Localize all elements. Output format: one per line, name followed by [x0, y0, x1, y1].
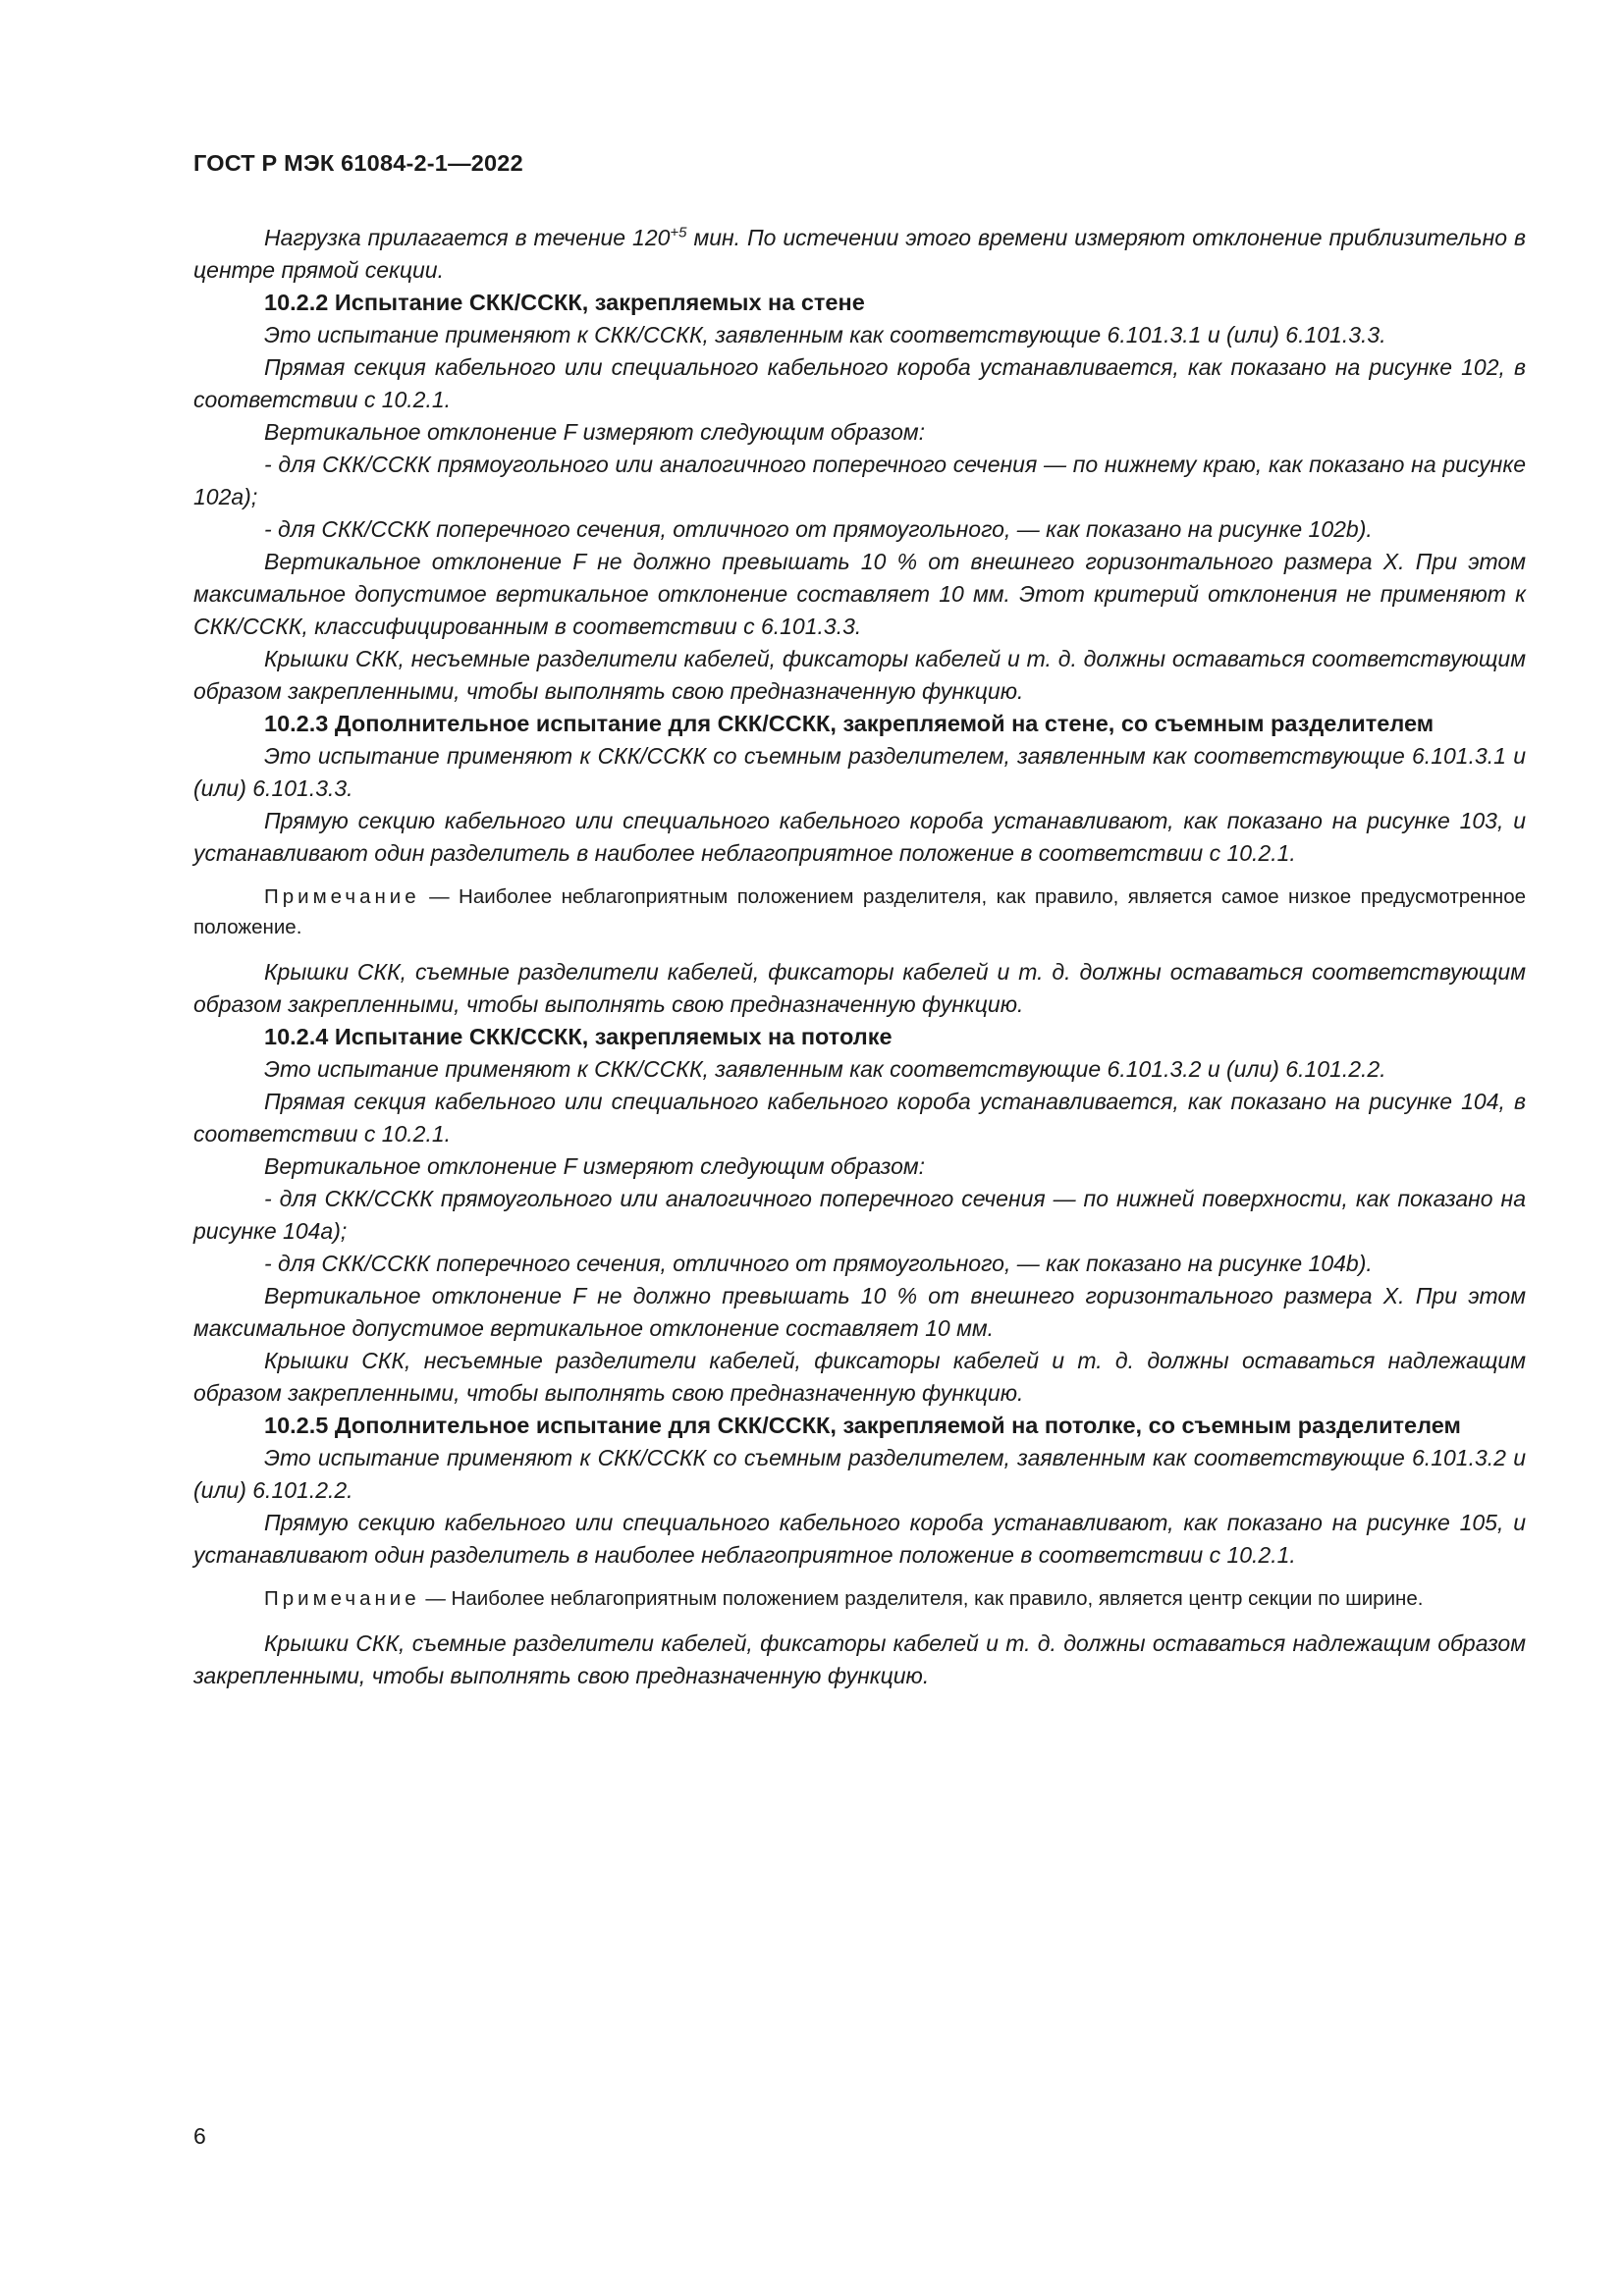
paragraph: Прямую секцию кабельного или специального кабельного короба устанавливают, как показано на рисунке 103, и устанавливают один разделитель в наиболее неблагоприятное положение в соответствии с 10.2.1. — [193, 808, 1526, 866]
list-item: - для СКК/ССКК поперечного сечения, отличного от прямоугольного, — как показано на рисунке 102b). — [264, 516, 1373, 542]
paragraph: Вертикальное отклонение F измеряют следующим образом: — [264, 1153, 926, 1179]
paragraph: Вертикальное отклонение F не должно превышать 10 % от внешнего горизонтального размера X. При этом максимальное допустимое вертикальное отклонение составляет 10 мм. — [193, 1283, 1526, 1341]
paragraph: Крышки СКК, съемные разделители кабелей, фиксаторы кабелей и т. д. должны оставаться соответствующим образом закрепленными, чтобы выполнять свою предназначенную функцию. — [193, 959, 1526, 1017]
paragraph: Прямая секция кабельного или специального кабельного короба устанавливается, как показано на рисунке 104, в соответствии с 10.2.1. — [193, 1089, 1526, 1147]
note-label: Примечание — [264, 885, 420, 908]
paragraph: Это испытание применяют к СКК/ССКК, заявленным как соответствующие 6.101.3.2 и (или) 6.101.2.2. — [264, 1056, 1386, 1082]
section-heading-10-2-2: 10.2.2 Испытание СКК/ССКК, закрепляемых на стене — [264, 290, 865, 315]
list-item: - для СКК/ССКК прямоугольного или аналогичного поперечного сечения — по нижней поверхности, как показано на рисунке 104a); — [193, 1186, 1526, 1244]
document-header: ГОСТ Р МЭК 61084-2-1—2022 — [193, 150, 523, 176]
paragraph: Крышки СКК, съемные разделители кабелей, фиксаторы кабелей и т. д. должны оставаться надлежащим образом закрепленными, чтобы выполнять свою предназначенную функцию. — [193, 1630, 1526, 1688]
note-text: — Наиболее неблагоприятным положением разделителя, как правило, является самое низкое предусмотренное положение. — [193, 885, 1526, 938]
page-number: 6 — [193, 2123, 206, 2149]
note — [193, 881, 1526, 942]
paragraph: Прямую секцию кабельного или специального кабельного короба устанавливают, как показано на рисунке 105, и устанавливают один разделитель в наиболее неблагоприятное положение в соответствии с 10.2.1. — [193, 1510, 1526, 1568]
superscript: +5 — [670, 224, 687, 241]
note — [193, 1583, 1526, 1614]
section-heading-10-2-5: 10.2.5 Дополнительное испытание для СКК/ССКК, закрепляемой на потолке, со съемным разделителем — [264, 1413, 1461, 1438]
paragraph: Крышки СКК, несъемные разделители кабелей, фиксаторы кабелей и т. д. должны оставаться соответствующим образом закрепленными, чтобы выполнять свою предназначенную функцию. — [193, 646, 1526, 704]
paragraph: Крышки СКК, несъемные разделители кабелей, фиксаторы кабелей и т. д. должны оставаться надлежащим образом закрепленными, чтобы выполнять свою предназначенную функцию. — [193, 1348, 1526, 1406]
list-item: - для СКК/ССКК поперечного сечения, отличного от прямоугольного, — как показано на рисунке 104b). — [264, 1251, 1373, 1276]
paragraph: Это испытание применяют к СКК/ССКК со съемным разделителем, заявленным как соответствующие 6.101.3.1 и (или) 6.101.3.3. — [193, 743, 1526, 801]
paragraph: Вертикальное отклонение F измеряют следующим образом: — [264, 419, 926, 445]
paragraph: Вертикальное отклонение F не должно превышать 10 % от внешнего горизонтального размера X. При этом максимальное допустимое вертикальное отклонение составляет 10 мм. Этот критерий отклонения не применяют к СКК/ССКК, классифицированным в соответствии с 6.101.3.3. — [193, 549, 1526, 639]
section-heading-10-2-3: 10.2.3 Дополнительное испытание для СКК/ССКК, закрепляемой на стене, со съемным разделителем — [264, 711, 1435, 736]
list-item: - для СКК/ССКК прямоугольного или аналогичного поперечного сечения — по нижнему краю, как показано на рисунке 102a); — [193, 452, 1526, 509]
paragraph-load: Нагрузка прилагается в течение $120^{+5}$ мин. По истечении этого времени измеряют отклонение приблизительно в центре прямой секции. — [193, 224, 1527, 283]
note-text: — Наиболее неблагоприятным положением разделителя, как правило, является центр секции по ширине. — [419, 1587, 1424, 1610]
paragraph: Прямая секция кабельного или специального кабельного короба устанавливается, как показано на рисунке 102, в соответствии с 10.2.1. — [193, 354, 1526, 412]
note-label: Примечание — [264, 1587, 420, 1610]
section-heading-10-2-4: 10.2.4 Испытание СКК/ССКК, закрепляемых на потолке — [264, 1024, 893, 1049]
document-body — [193, 222, 1526, 1692]
paragraph: Это испытание применяют к СКК/ССКК, заявленным как соответствующие 6.101.3.1 и (или) 6.101.3.3. — [264, 322, 1386, 347]
paragraph: Это испытание применяют к СКК/ССКК со съемным разделителем, заявленным как соответствующие 6.101.3.2 и (или) 6.101.2.2. — [193, 1445, 1526, 1503]
